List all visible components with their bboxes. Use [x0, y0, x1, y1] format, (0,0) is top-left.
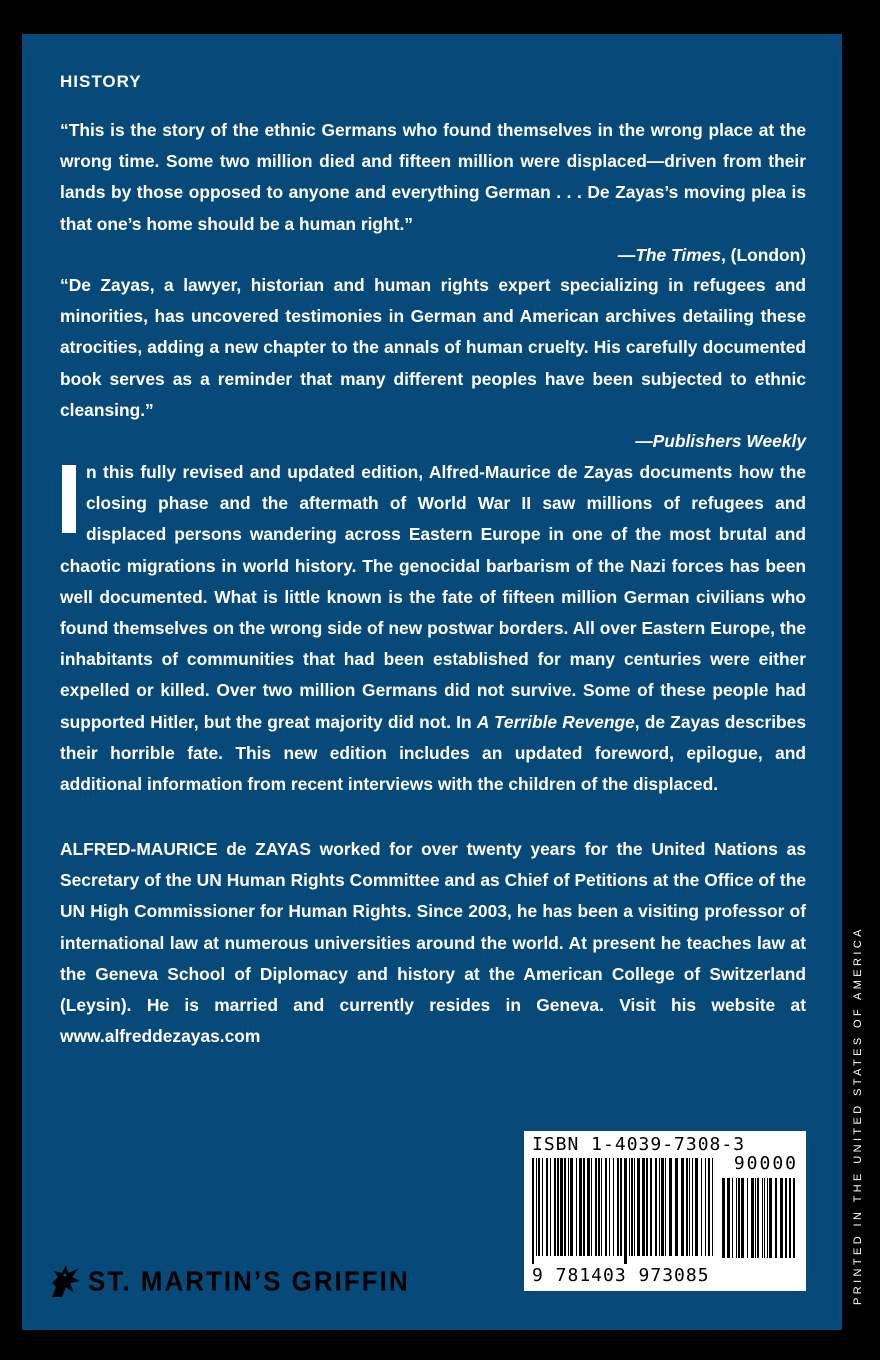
barcode-bar: [642, 1158, 645, 1256]
review-quote-publishers-weekly: [60, 270, 806, 457]
barcode-bar: [609, 1158, 610, 1256]
isbn-number: ISBN 1-4039-7308-3: [532, 1134, 746, 1155]
barcode-bar: [613, 1158, 614, 1256]
barcode-bar: [661, 1158, 664, 1256]
barcode-bar: [686, 1158, 688, 1256]
isbn-barcode: [524, 1131, 806, 1291]
barcode-bar: [712, 1158, 713, 1256]
barcode-bar: [554, 1158, 556, 1256]
barcode-bar: [738, 1178, 740, 1258]
barcode-bar: [692, 1158, 693, 1256]
publisher-logo: [48, 1263, 410, 1299]
barcode-bar: [587, 1158, 590, 1256]
barcode-bar: [557, 1158, 559, 1256]
barcode-bar: [617, 1158, 619, 1256]
barcode-bar: [793, 1178, 795, 1258]
barcode-bar: [595, 1158, 597, 1256]
category-label: HISTORY: [60, 72, 142, 91]
ean-number: 9 781403 973085: [532, 1265, 710, 1286]
barcode-bar: [634, 1158, 635, 1256]
barcode-bar: [631, 1158, 633, 1256]
barcode-bar: [546, 1158, 548, 1256]
barcode-bar: [762, 1178, 763, 1258]
barcode-bar: [637, 1158, 640, 1256]
quote-source: Publishers Weekly: [652, 431, 806, 452]
printed-in-notice: PRINTED IN THE UNITED STATES OF AMERICA: [852, 926, 864, 1305]
barcode-bar: [732, 1178, 733, 1258]
barcode-bar: [538, 1158, 540, 1256]
quote-text: “De Zayas, a lawyer, historian and human rights expert specializing in refugees and minorities, has uncovered testimonies in German and American archives detailing these atrocities, adding a new chapter to the annals of human cruelty. His carefully documented book serves as a reminder that many different peoples have been subjected to ethnic cleansing.”: [60, 275, 806, 420]
barcode-bar: [755, 1178, 756, 1258]
barcode-bar: [722, 1178, 725, 1258]
barcode-bar: [576, 1158, 577, 1256]
publisher-name: ST. MARTIN’S GRIFFIN: [88, 1264, 410, 1297]
barcode-bar: [601, 1158, 602, 1256]
barcode-bar: [542, 1158, 543, 1256]
drop-cap: [62, 465, 76, 533]
main-barcode-bars: [532, 1158, 718, 1264]
quote-text: “This is the story of the ethnic Germans who found themselves in the wrong place at the wrong time. Some two million died and fifteen million were displaced—driven from their lands by those opposed to anyone and everything German . . . De Zayas’s moving plea is that one’s home should be a human right.”: [60, 120, 806, 234]
barcode-bar: [757, 1178, 759, 1258]
barcode-bar: [747, 1178, 748, 1258]
barcode-bar: [650, 1158, 652, 1256]
barcode-bar: [780, 1178, 783, 1258]
barcode-bar: [764, 1178, 765, 1258]
barcode-bar: [568, 1158, 569, 1256]
barcode-bar: [695, 1158, 698, 1256]
barcode-bar: [789, 1178, 791, 1258]
barcode-bar: [620, 1158, 622, 1256]
barcode-bar: [659, 1158, 660, 1256]
addon-barcode-bars: [722, 1178, 798, 1266]
barcode-bar: [705, 1158, 706, 1256]
barcode-bar: [681, 1158, 684, 1256]
barcode-bar: [775, 1178, 777, 1258]
barcode-bar: [736, 1178, 737, 1258]
review-quote-times: [60, 115, 806, 271]
barcode-bar: [665, 1158, 666, 1256]
barcode-bar: [532, 1158, 534, 1264]
barcode-bar: [669, 1158, 672, 1256]
barcode-bar: [708, 1158, 710, 1256]
barcode-bar: [655, 1158, 657, 1256]
barcode-bar: [769, 1178, 772, 1258]
price-code: 90000: [733, 1153, 798, 1174]
barcode-bar: [583, 1158, 585, 1256]
barcode-bar: [675, 1158, 678, 1256]
barcode-bar: [591, 1158, 592, 1256]
barcode-bar: [727, 1178, 730, 1258]
barcode-bar: [605, 1158, 607, 1256]
book-description: n this fully revised and updated edition, Alfred-Maurice de Zayas documents how the closing phase and the aftermath of World War II saw millions of refugees and displaced persons wandering across Eastern Europe in one of the most brutal and chaotic migrations in world history. The genocidal barbarism of the Nazi forces has been well documented. What is little known is the fate of fifteen million German civilians who found themselves on the wrong side of new postwar borders. All over Eastern Europe, the inhabitants of communities that had been established for many centuries were either expelled or killed. Over two million Germans did not survive. Some of these people had supported Hitler, but the great majority did not. In A Terrible Revenge, de Zayas describes their horrible fate. This new edition includes an updated foreword, epilogue, and additional information from recent interviews with the children of the displaced.: [60, 462, 807, 795]
griffin-icon: [48, 1263, 82, 1299]
barcode-bar: [689, 1158, 690, 1256]
barcode-bar: [550, 1158, 551, 1256]
barcode-bar: [579, 1158, 582, 1256]
quote-attribution: —Publishers Weekly: [635, 431, 806, 452]
barcode-bar: [560, 1158, 563, 1256]
barcode-bar: [564, 1158, 566, 1256]
barcode-bar: [767, 1178, 768, 1258]
barcode-bar: [624, 1158, 627, 1264]
barcode-bar: [536, 1158, 537, 1256]
barcode-bar: [741, 1178, 744, 1258]
barcode-bar: [646, 1158, 648, 1256]
book-title: A Terrible Revenge: [476, 711, 635, 732]
barcode-bar: [701, 1158, 702, 1256]
barcode-bar: [629, 1158, 630, 1256]
author-bio: ALFRED-MAURICE de ZAYAS worked for over twenty years for the United Nations as Secretary of the UN Human Rights Committee and as Chief of Petitions at the Office of the UN High Commissioner for Human Rights. Since 2003, he has been a visiting professor of international law at numerous universities around the world. At present he teaches law at the Geneva School of Diplomacy and history at the American College of Switzerland (Leysin). He is married and currently resides in Geneva. Visit his website at www.alfreddezayas.com: [60, 839, 806, 1047]
barcode-bar: [570, 1158, 573, 1256]
barcode-bar: [751, 1178, 754, 1258]
barcode-bar: [598, 1158, 600, 1256]
barcode-bar: [785, 1178, 787, 1258]
quote-source: The Times: [635, 244, 722, 265]
quote-attribution: —The Times, (London): [617, 244, 806, 265]
